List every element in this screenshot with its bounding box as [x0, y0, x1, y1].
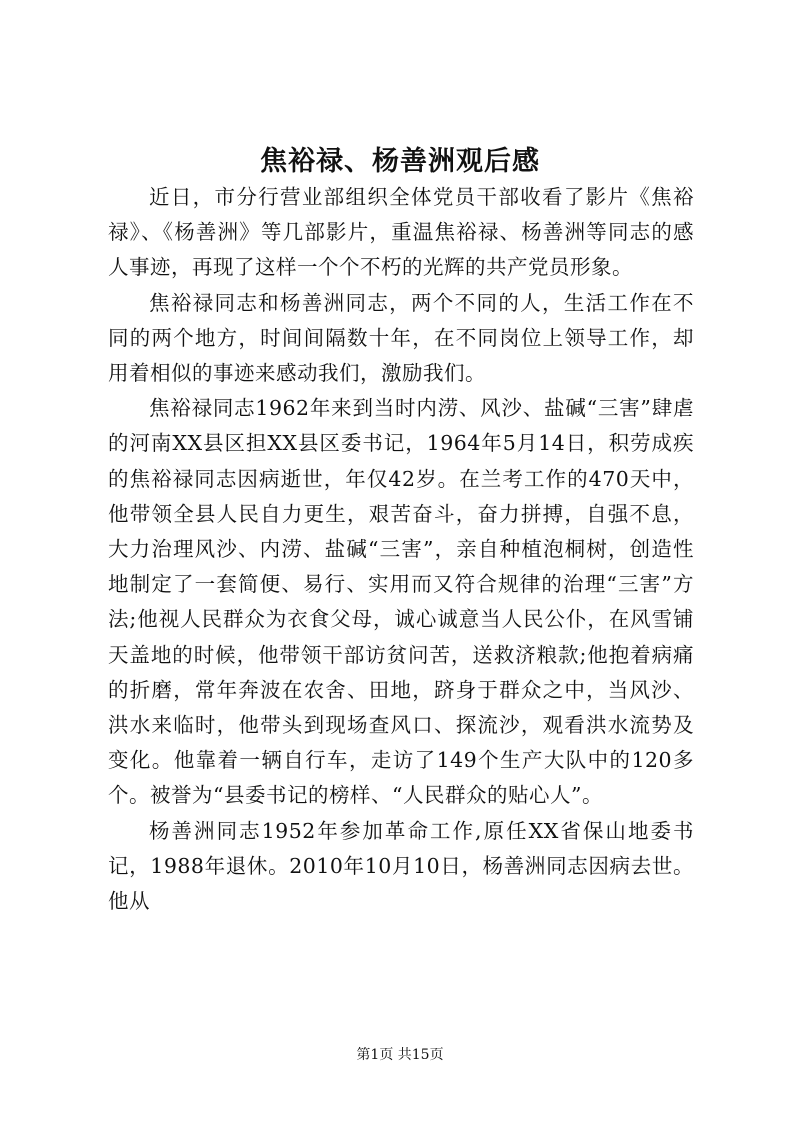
paragraph-2: 焦裕禄同志和杨善洲同志，两个不同的人，生活工作在不同的两个地方，时间间隔数十年，在不同岗位上领导工作，却用着相似的事迹来感动我们，激励我们。 [108, 290, 694, 386]
document-title: 焦裕禄、杨善洲观后感 [260, 146, 540, 177]
paragraph-3: 焦裕禄同志1962年来到当时内涝、风沙、盐碱“三害”肆虐的河南XX县区担XX县区委书记，1964年5月14日，积劳成疾的焦裕禄同志因病逝世，年仅42岁。在兰考工作的470天中，他带领全县人民自力更生，艰苦奋斗，奋力拼搏，自强不息，大力治理风沙、内涝、盐碱“三害”，亲自种植泡桐树，创造性地制定了一套简便、易行、实用而又符合规律的治理“三害”方法;他视人民群众为衣食父母，诚心诚意当人民公仆，在风雪铺天盖地的时候，他带领干部访贫问苦，送救济粮款;他抱着病痛的折磨，常年奔波在农舍、田地，跻身于群众之中，当风沙、洪水来临时，他带头到现场查风口、探流沙，观看洪水流势及变化。他靠着一辆自行车，走访了149个生产大队中的120多个。被誉为“县委书记的榜样、“人民群众的贴心人”。 [108, 396, 694, 808]
page-number: 第1页 共15页 [356, 1047, 444, 1063]
document-body [108, 180, 694, 919]
paragraph-4: 杨善洲同志1952年参加革命工作,原任XX省保山地委书记，1988年退休。2010年10月10日，杨善洲同志因病去世。他从 [108, 818, 694, 914]
paragraph-1: 近日，市分行营业部组织全体党员干部收看了影片《焦裕禄》、《杨善洲》等几部影片，重温焦裕禄、杨善洲等同志的感人事迹，再现了这样一个个不朽的光辉的共产党员形象。 [108, 185, 694, 280]
page-footer [0, 1045, 800, 1065]
